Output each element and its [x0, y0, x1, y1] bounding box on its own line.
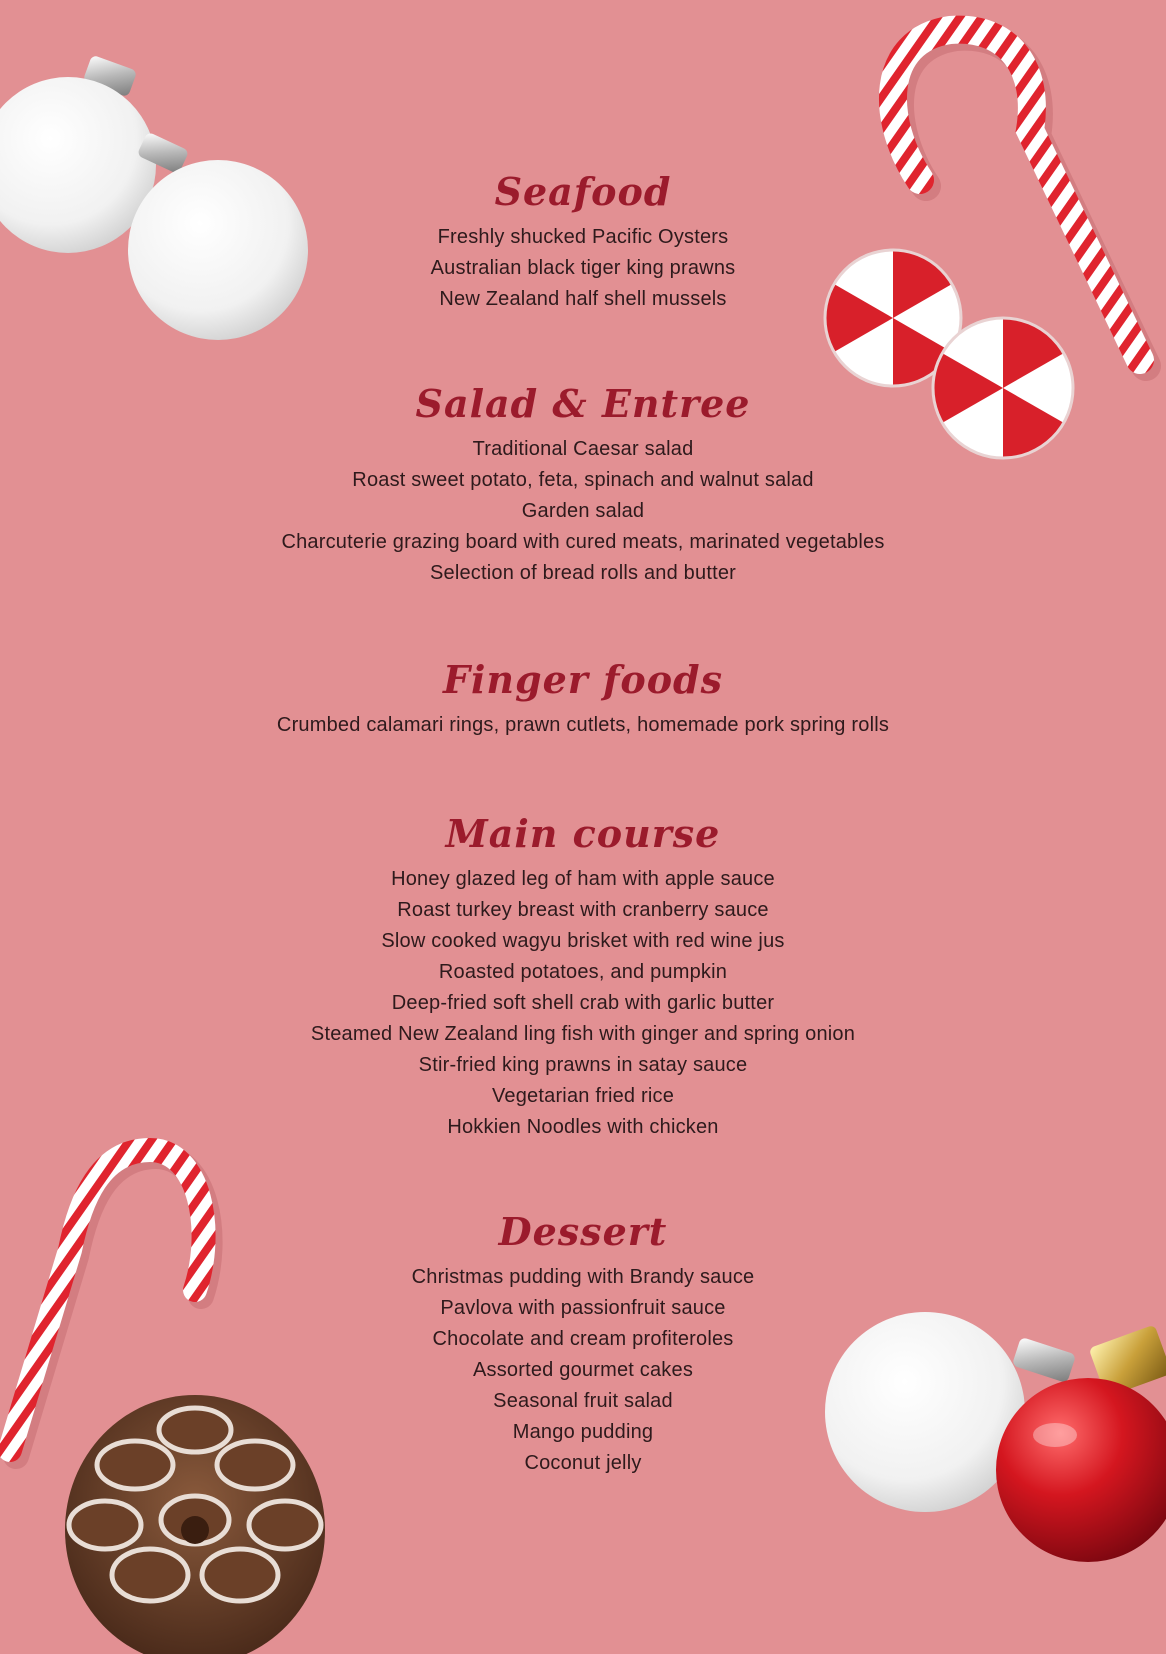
section-heading: Finger foods [442, 657, 724, 702]
menu-item: Assorted gourmet cakes [472, 1359, 694, 1381]
section-finger-foods [0, 656, 1166, 741]
section-heading: Dessert [498, 1209, 668, 1254]
menu-item: Crumbed calamari rings, prawn cutlets, homemade pork spring rolls [276, 714, 890, 736]
menu-item: Freshly shucked Pacific Oysters [437, 226, 729, 248]
menu-item: Vegetarian fried rice [491, 1085, 675, 1107]
menu-item: Roast turkey breast with cranberry sauce [397, 899, 769, 921]
section-salad-entree [0, 380, 1166, 589]
menu-item: Seasonal fruit salad [493, 1390, 673, 1412]
item-list [0, 1262, 1166, 1479]
menu-item: Australian black tiger king prawns [430, 257, 736, 279]
menu-item: Stir-fried king prawns in satay sauce [418, 1054, 748, 1076]
menu-item: Hokkien Noodles with chicken [447, 1116, 719, 1138]
item-list [0, 864, 1166, 1143]
menu-item: Deep-fried soft shell crab with garlic butter [391, 992, 775, 1014]
menu-item: Roast sweet potato, feta, spinach and walnut salad [352, 469, 814, 491]
menu-item: Garden salad [521, 500, 645, 522]
section-heading: Main course [445, 811, 721, 856]
menu-item: Slow cooked wagyu brisket with red wine jus [381, 930, 785, 952]
section-heading: Salad & Entree [415, 381, 751, 426]
menu-item: Charcuterie grazing board with cured meats, marinated vegetables [281, 531, 885, 553]
menu-item: Pavlova with passionfruit sauce [440, 1297, 726, 1319]
section-dessert [0, 1208, 1166, 1479]
section-main-course [0, 810, 1166, 1143]
menu-item: Chocolate and cream profiteroles [432, 1328, 734, 1350]
menu-item: Steamed New Zealand ling fish with ginger and spring onion [310, 1023, 856, 1045]
menu-item: Traditional Caesar salad [472, 438, 694, 460]
menu-item: Honey glazed leg of ham with apple sauce [391, 868, 775, 890]
menu-item: Selection of bread rolls and butter [429, 562, 737, 584]
section-heading: Seafood [494, 169, 672, 214]
menu-item: Coconut jelly [524, 1452, 642, 1474]
menu-item: Roasted potatoes, and pumpkin [438, 961, 728, 983]
menu-item: Christmas pudding with Brandy sauce [411, 1266, 755, 1288]
menu-item: New Zealand half shell mussels [439, 288, 727, 310]
section-seafood [0, 168, 1166, 315]
menu-item: Mango pudding [512, 1421, 654, 1443]
item-list [0, 434, 1166, 589]
item-list [0, 710, 1166, 741]
item-list [0, 222, 1166, 315]
